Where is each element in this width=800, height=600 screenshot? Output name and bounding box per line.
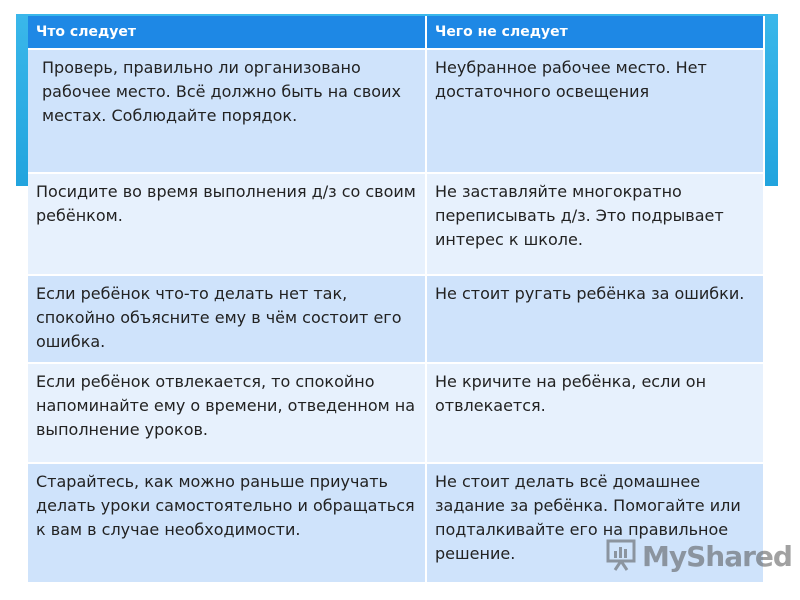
presentation-icon	[606, 537, 636, 575]
table-row	[28, 363, 764, 463]
column-header-do: Что следует	[28, 16, 426, 49]
watermark	[606, 536, 792, 576]
column-header-dont: Чего не следует	[426, 16, 764, 49]
table-cell-do: Посидите во время выполнения д/з со своим ребёнком.	[28, 173, 426, 275]
watermark-text: MyShared	[642, 539, 792, 573]
table-cell-do: Если ребёнок что-то делать нет так, спокойно объясните ему в чём состоит его ошибка.	[28, 275, 426, 363]
table-cell-dont: Неубранное рабочее место. Нет достаточного освещения	[426, 49, 764, 173]
table-row	[28, 49, 764, 173]
advice-table	[28, 16, 765, 582]
table-cell-do: Старайтесь, как можно раньше приучать делать уроки самостоятельно и обращаться к вам в случае необходимости.	[28, 463, 426, 582]
table-cell-dont: Не стоит ругать ребёнка за ошибки.	[426, 275, 764, 363]
table-cell-do: Если ребёнок отвлекается, то спокойно напоминайте ему о времени, отведенном на выполнение уроков.	[28, 363, 426, 463]
table-header-row	[28, 16, 764, 49]
table-cell-dont: Не кричите на ребёнка, если он отвлекается.	[426, 363, 764, 463]
table-row	[28, 275, 764, 363]
table-cell-dont: Не стоит делать всё домашнее задание за ребёнка. Помогайте или подталкивайте его на правильное решение.	[426, 463, 764, 582]
table-row	[28, 173, 764, 275]
table-cell-do: Проверь, правильно ли организовано рабочее место. Всё должно быть на своих местах. Соблюдайте порядок.	[28, 49, 426, 173]
table-cell-dont: Не заставляйте многократно переписывать д/з. Это подрывает интерес к школе.	[426, 173, 764, 275]
